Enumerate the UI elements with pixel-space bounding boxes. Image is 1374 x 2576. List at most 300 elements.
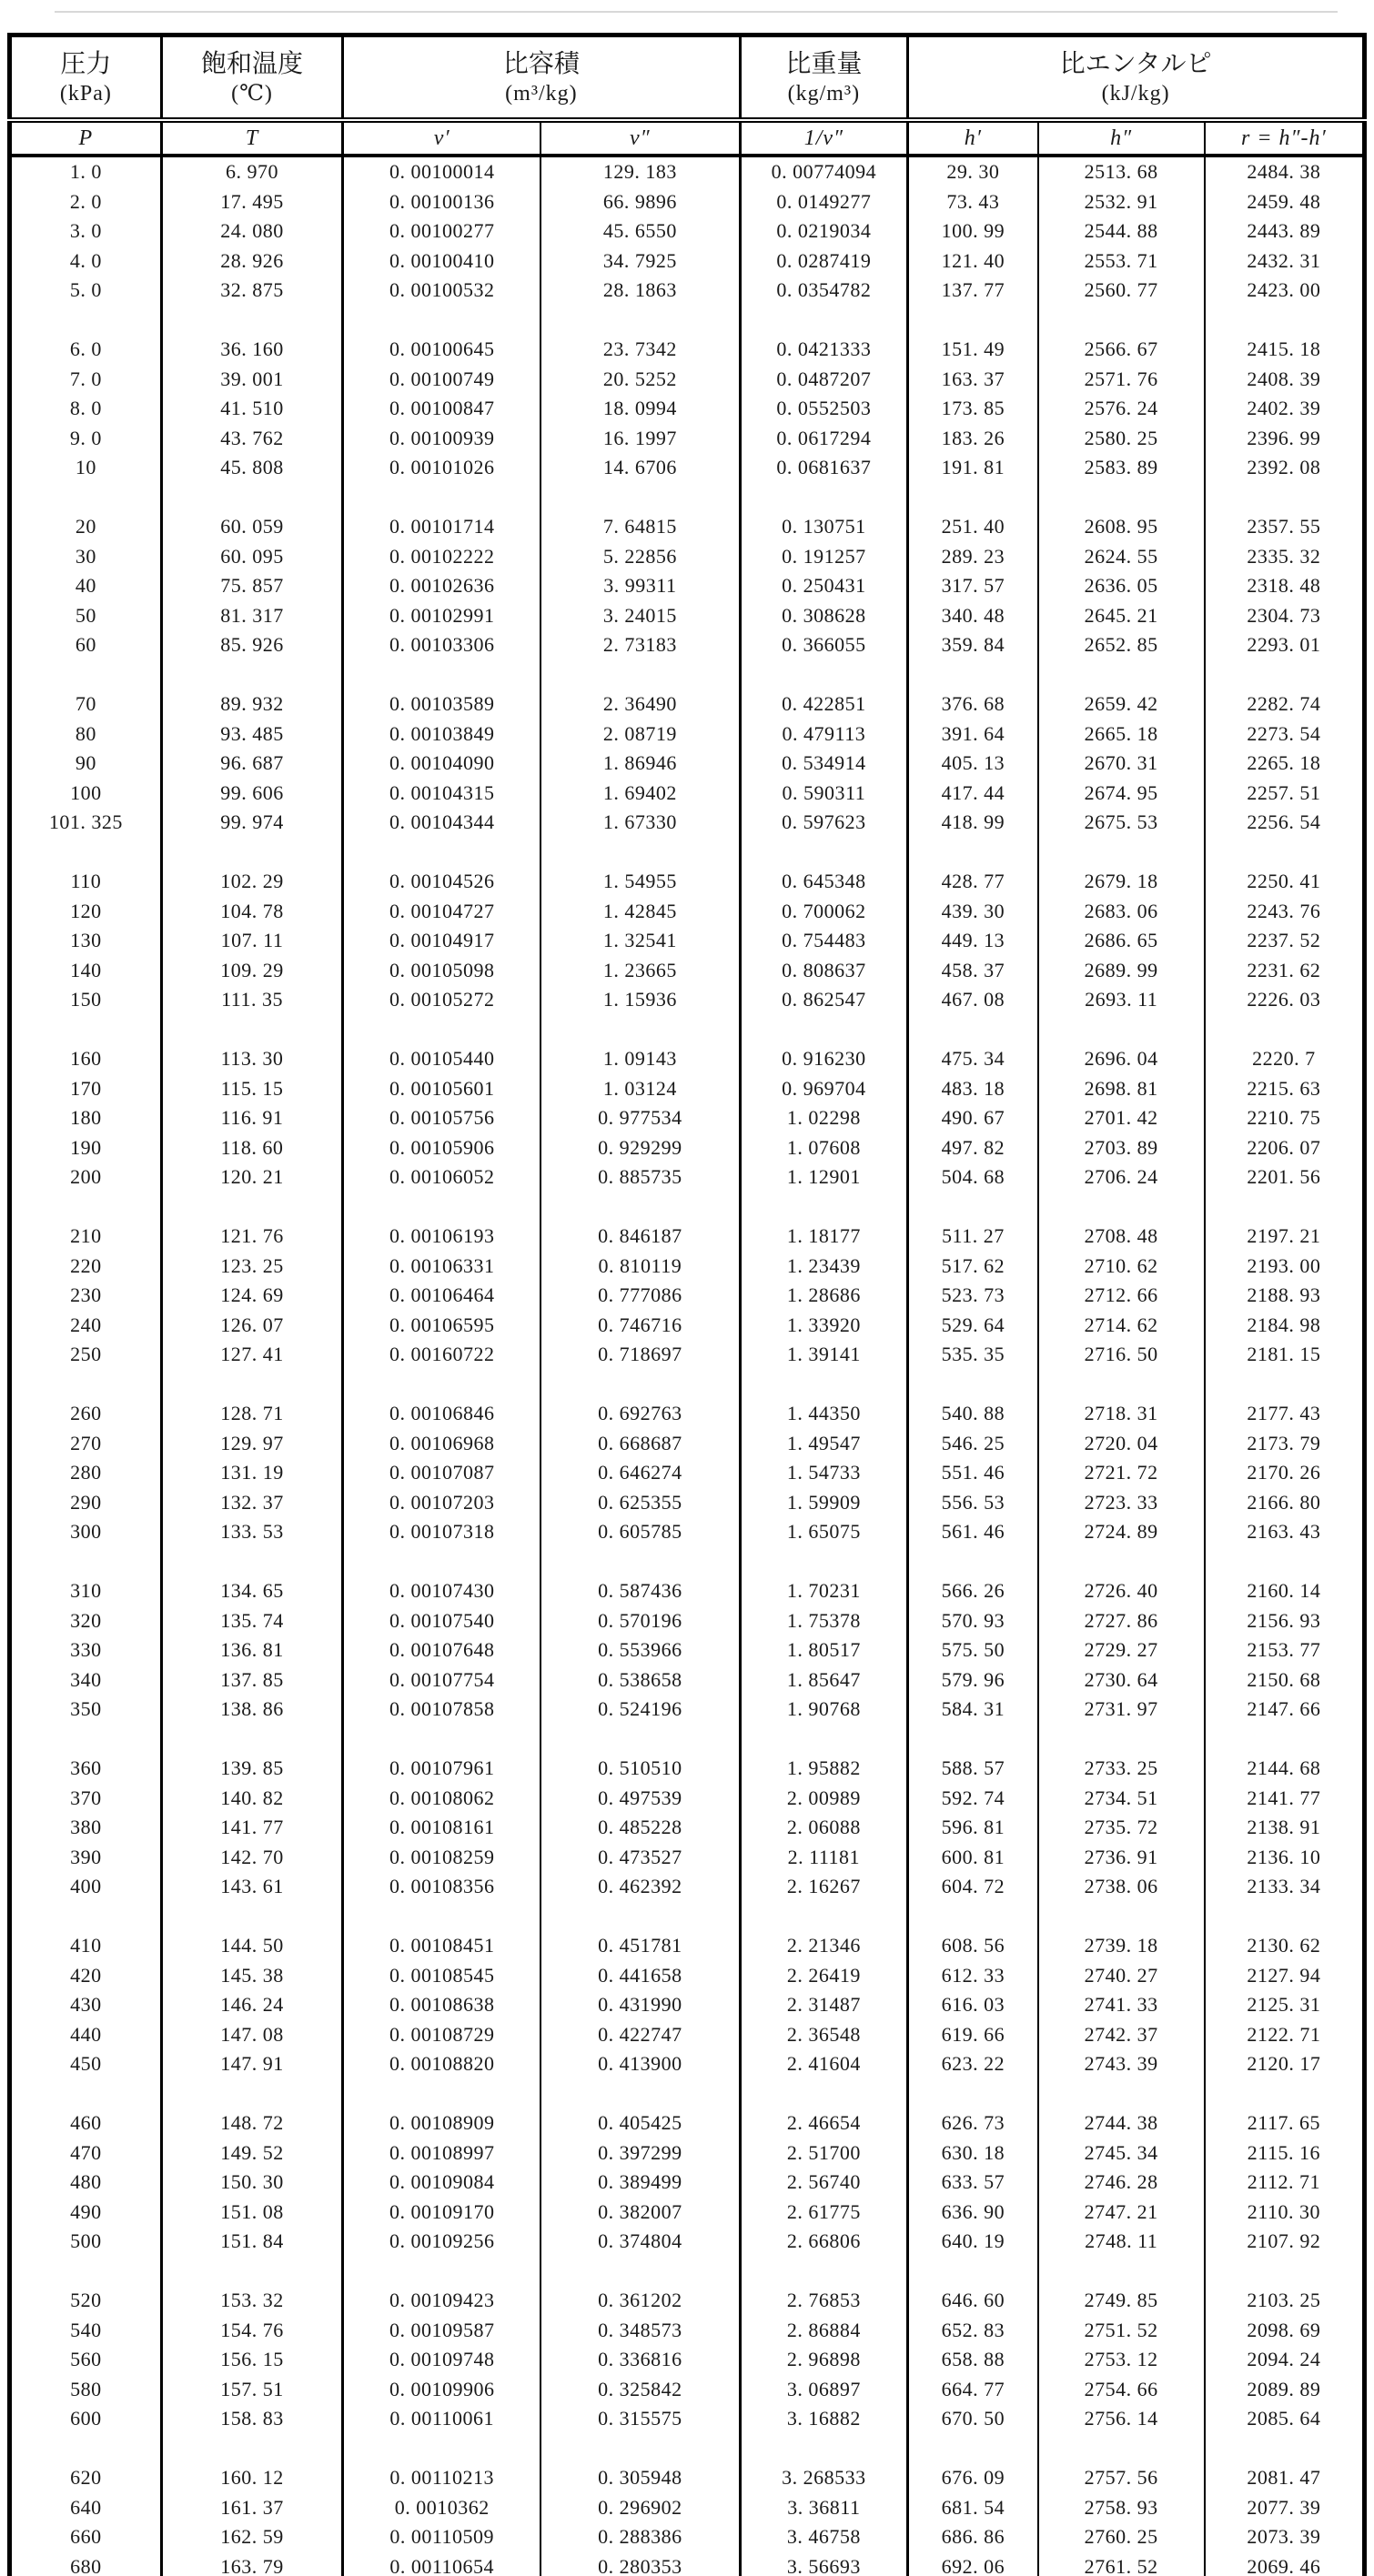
cell: 123. 25 xyxy=(161,1252,343,1282)
cell: 45. 808 xyxy=(161,453,343,483)
header-saturation-temp-title: 飽和温度 xyxy=(201,49,304,78)
cell: 2304. 73 xyxy=(1205,601,1365,631)
cell: 500 xyxy=(70,2229,102,2252)
cell: 686. 86 xyxy=(908,2522,1038,2552)
cell: 0. 382007 xyxy=(541,2198,740,2228)
cell: 2748. 11 xyxy=(1038,2227,1205,2257)
cell: 2. 08719 xyxy=(541,719,740,750)
cell: 2645. 21 xyxy=(1038,601,1205,631)
cell: 2103. 25 xyxy=(1205,2286,1365,2316)
table-row xyxy=(10,1754,1365,1784)
cell: 467. 08 xyxy=(908,985,1038,1015)
cell: 0. 00108451 xyxy=(343,1931,541,1961)
spacer-row xyxy=(10,2434,1365,2464)
cell: 440 xyxy=(70,2022,102,2046)
cell: 29. 30 xyxy=(908,156,1038,187)
cell: 620 xyxy=(70,2466,102,2489)
cell: 124. 69 xyxy=(161,1281,343,1311)
cell: 0. 280353 xyxy=(541,2552,740,2576)
cell: 2081. 47 xyxy=(1205,2463,1365,2493)
cell: 0. 305948 xyxy=(541,2463,740,2493)
cell: 612. 33 xyxy=(908,1961,1038,1991)
cell: 0. 00105756 xyxy=(343,1103,541,1133)
cell: 2608. 95 xyxy=(1038,512,1205,542)
cell: 0. 00100014 xyxy=(343,156,541,187)
cell: 0. 00106464 xyxy=(343,1281,541,1311)
cell: 160 xyxy=(70,1047,102,1070)
cell: 141. 77 xyxy=(161,1813,343,1843)
cell: 0. 288386 xyxy=(541,2522,740,2552)
cell: 0. 315575 xyxy=(541,2404,740,2434)
cell: 350 xyxy=(70,1697,102,1720)
cell: 2459. 48 xyxy=(1205,187,1365,217)
cell: 0. 00100136 xyxy=(343,187,541,217)
cell: 2731. 97 xyxy=(1038,1695,1205,1725)
cell: 1. 80517 xyxy=(740,1635,908,1665)
spacer-cell xyxy=(343,660,541,690)
cell: 2624. 55 xyxy=(1038,542,1205,572)
cell: 120. 21 xyxy=(161,1162,343,1192)
cell: 2721. 72 xyxy=(1038,1458,1205,1488)
cell: 2714. 62 xyxy=(1038,1311,1205,1341)
spacer-cell xyxy=(541,1902,740,1932)
cell: 2683. 06 xyxy=(1038,897,1205,927)
cell: 66. 9896 xyxy=(541,187,740,217)
cell: 180 xyxy=(70,1106,102,1129)
cell: 2729. 27 xyxy=(1038,1635,1205,1665)
cell: 1. 03124 xyxy=(541,1074,740,1104)
header-specific-volume-unit: (m³/kg) xyxy=(505,81,578,106)
cell: 150 xyxy=(70,988,102,1011)
spacer-row xyxy=(10,2079,1365,2109)
cell: 2153. 77 xyxy=(1205,1635,1365,1665)
cell: 2094. 24 xyxy=(1205,2345,1365,2375)
cell: 140. 82 xyxy=(161,1784,343,1814)
cell: 121. 76 xyxy=(161,1222,343,1252)
cell: 1. 18177 xyxy=(740,1222,908,1252)
symbol-T: T xyxy=(161,120,343,156)
spacer-cell xyxy=(1038,660,1205,690)
cell: 0. 00105906 xyxy=(343,1133,541,1163)
cell: 376. 68 xyxy=(908,689,1038,719)
cell: 9. 0 xyxy=(69,426,102,449)
spacer-cell xyxy=(343,1192,541,1223)
cell: 575. 50 xyxy=(908,1635,1038,1665)
cell: 0. 00100645 xyxy=(343,335,541,365)
spacer-cell xyxy=(908,660,1038,690)
cell: 2636. 05 xyxy=(1038,571,1205,601)
cell: 2756. 14 xyxy=(1038,2404,1205,2434)
cell: 2571. 76 xyxy=(1038,365,1205,395)
cell: 2712. 66 xyxy=(1038,1281,1205,1311)
spacer-cell xyxy=(343,2434,541,2464)
cell: 2138. 91 xyxy=(1205,1813,1365,1843)
cell: 2226. 03 xyxy=(1205,985,1365,1015)
cell: 0. 485228 xyxy=(541,1813,740,1843)
cell: 0. 692763 xyxy=(541,1399,740,1429)
cell: 360 xyxy=(70,1756,102,1779)
table-row xyxy=(10,2168,1365,2198)
cell: 4. 0 xyxy=(69,248,102,272)
cell: 0. 00105601 xyxy=(343,1074,541,1104)
cell: 151. 08 xyxy=(161,2198,343,2228)
cell: 580 xyxy=(70,2377,102,2400)
cell: 475. 34 xyxy=(908,1044,1038,1074)
spacer-cell xyxy=(541,483,740,513)
cell: 0. 00108161 xyxy=(343,1813,541,1843)
cell: 0. 00100749 xyxy=(343,365,541,395)
cell: 99. 974 xyxy=(161,808,343,838)
cell: 2188. 93 xyxy=(1205,1281,1365,1311)
cell: 2. 51700 xyxy=(740,2138,908,2168)
header-specific-weight xyxy=(740,35,908,121)
cell: 0. 00100277 xyxy=(343,216,541,247)
spacer-cell xyxy=(908,2257,1038,2287)
saturated-steam-table xyxy=(7,33,1367,2576)
spacer-cell xyxy=(161,1902,343,1932)
cell: 40 xyxy=(75,574,96,597)
cell: 2273. 54 xyxy=(1205,719,1365,750)
cell: 0. 587436 xyxy=(541,1576,740,1606)
table-row xyxy=(10,365,1365,395)
table-row xyxy=(10,2020,1365,2050)
spacer-cell xyxy=(908,838,1038,868)
cell: 2710. 62 xyxy=(1038,1252,1205,1282)
cell: 1. 09143 xyxy=(541,1044,740,1074)
cell: 0. 00109084 xyxy=(343,2168,541,2198)
spacer-cell xyxy=(1205,306,1365,336)
cell: 0. 00107961 xyxy=(343,1754,541,1784)
cell: 2739. 18 xyxy=(1038,1931,1205,1961)
cell: 260 xyxy=(70,1402,102,1424)
spacer-cell xyxy=(1205,2434,1365,2464)
cell: 0. 00101714 xyxy=(343,512,541,542)
cell: 2069. 46 xyxy=(1205,2552,1365,2576)
table-row xyxy=(10,1162,1365,1192)
cell: 2. 21346 xyxy=(740,1931,908,1961)
cell: 1. 32541 xyxy=(541,926,740,956)
cell: 2120. 17 xyxy=(1205,2049,1365,2079)
cell: 10 xyxy=(75,456,96,478)
cell: 0. 862547 xyxy=(740,985,908,1015)
spacer-cell xyxy=(908,1370,1038,1400)
cell: 511. 27 xyxy=(908,1222,1038,1252)
cell: 0. 977534 xyxy=(541,1103,740,1133)
table-row xyxy=(10,156,1365,187)
cell: 0. 00109748 xyxy=(343,2345,541,2375)
cell: 163. 79 xyxy=(161,2552,343,2576)
cell: 3. 0 xyxy=(69,219,102,242)
cell: 0. 0149277 xyxy=(740,187,908,217)
table-row xyxy=(10,1931,1365,1961)
cell: 109. 29 xyxy=(161,956,343,986)
spacer-row xyxy=(10,1902,1365,1932)
cell: 2415. 18 xyxy=(1205,335,1365,365)
cell: 130 xyxy=(70,929,102,951)
cell: 2107. 92 xyxy=(1205,2227,1365,2257)
cell: 320 xyxy=(70,1608,102,1632)
cell: 370 xyxy=(70,1786,102,1809)
cell: 0. 597623 xyxy=(740,808,908,838)
cell: 43. 762 xyxy=(161,424,343,454)
header-group-row xyxy=(10,35,1365,121)
cell: 0. 969704 xyxy=(740,1074,908,1104)
cell: 2698. 81 xyxy=(1038,1074,1205,1104)
cell: 0. 00109423 xyxy=(343,2286,541,2316)
cell: 2. 86884 xyxy=(740,2316,908,2346)
table-row xyxy=(10,1458,1365,1488)
spacer-cell xyxy=(740,838,908,868)
cell: 32. 875 xyxy=(161,276,343,306)
table-row xyxy=(10,247,1365,277)
spacer-cell xyxy=(1038,2079,1205,2109)
cell: 135. 74 xyxy=(161,1606,343,1636)
cell: 2484. 38 xyxy=(1205,156,1365,187)
spacer-cell xyxy=(1205,1547,1365,1577)
header-specific-enthalpy-title: 比エンタルピ xyxy=(1059,49,1212,78)
cell: 151. 49 xyxy=(908,335,1038,365)
cell: 0. 00108062 xyxy=(343,1784,541,1814)
cell: 14. 6706 xyxy=(541,453,740,483)
cell: 0. 422747 xyxy=(541,2020,740,2050)
cell: 2423. 00 xyxy=(1205,276,1365,306)
cell: 1. 54733 xyxy=(740,1458,908,1488)
table-row xyxy=(10,453,1365,483)
cell: 2679. 18 xyxy=(1038,867,1205,897)
table-row xyxy=(10,2522,1365,2552)
cell: 2402. 39 xyxy=(1205,394,1365,424)
cell: 113. 30 xyxy=(161,1044,343,1074)
header-saturation-temp xyxy=(161,35,343,121)
cell: 142. 70 xyxy=(161,1843,343,1873)
cell: 483. 18 xyxy=(908,1074,1038,1104)
spacer-cell xyxy=(1205,838,1365,868)
cell: 1. 86946 xyxy=(541,749,740,779)
cell: 380 xyxy=(70,1816,102,1838)
cell: 99. 606 xyxy=(161,779,343,809)
cell: 0. 00106052 xyxy=(343,1162,541,1192)
cell: 0. 00107858 xyxy=(343,1695,541,1725)
cell: 1. 65075 xyxy=(740,1517,908,1547)
cell: 0. 413900 xyxy=(541,2049,740,2079)
cell: 2150. 68 xyxy=(1205,1665,1365,1696)
cell: 646. 60 xyxy=(908,2286,1038,2316)
table-row xyxy=(10,2404,1365,2434)
spacer-cell xyxy=(10,660,162,690)
cell: 619. 66 xyxy=(908,2020,1038,2050)
cell: 2201. 56 xyxy=(1205,1162,1365,1192)
header-specific-enthalpy-unit: (kJ/kg) xyxy=(1101,81,1170,106)
cell: 681. 54 xyxy=(908,2493,1038,2523)
cell: 592. 74 xyxy=(908,1784,1038,1814)
cell: 36. 160 xyxy=(161,335,343,365)
spacer-cell xyxy=(908,2434,1038,2464)
cell: 579. 96 xyxy=(908,1665,1038,1696)
cell: 540 xyxy=(70,2318,102,2341)
cell: 680 xyxy=(70,2554,102,2576)
cell: 2532. 91 xyxy=(1038,187,1205,217)
cell: 0. 00100847 xyxy=(343,394,541,424)
cell: 104. 78 xyxy=(161,897,343,927)
table-row xyxy=(10,1133,1365,1163)
cell: 126. 07 xyxy=(161,1311,343,1341)
cell: 2760. 25 xyxy=(1038,2522,1205,2552)
cell: 289. 23 xyxy=(908,542,1038,572)
spacer-cell xyxy=(740,1547,908,1577)
spacer-cell xyxy=(541,1015,740,1045)
table-row xyxy=(10,1961,1365,1991)
cell: 2156. 93 xyxy=(1205,1606,1365,1636)
cell: 630. 18 xyxy=(908,2138,1038,2168)
cell: 2237. 52 xyxy=(1205,926,1365,956)
cell: 658. 88 xyxy=(908,2345,1038,2375)
cell: 143. 61 xyxy=(161,1872,343,1902)
cell: 5. 0 xyxy=(69,278,102,301)
spacer-cell xyxy=(740,1192,908,1223)
cell: 2443. 89 xyxy=(1205,216,1365,247)
cell: 2220. 7 xyxy=(1205,1044,1365,1074)
cell: 0. 0487207 xyxy=(740,365,908,395)
cell: 623. 22 xyxy=(908,2049,1038,2079)
cell: 102. 29 xyxy=(161,867,343,897)
cell: 148. 72 xyxy=(161,2108,343,2138)
cell: 551. 46 xyxy=(908,1458,1038,1488)
table-row xyxy=(10,2227,1365,2257)
cell: 2703. 89 xyxy=(1038,1133,1205,1163)
table-row xyxy=(10,571,1365,601)
cell: 121. 40 xyxy=(908,247,1038,277)
cell: 390 xyxy=(70,1845,102,1868)
spacer-cell xyxy=(10,306,162,336)
cell: 0. 0354782 xyxy=(740,276,908,306)
cell: 133. 53 xyxy=(161,1517,343,1547)
cell: 0. 00108997 xyxy=(343,2138,541,2168)
spacer-cell xyxy=(1038,2257,1205,2287)
cell: 2243. 76 xyxy=(1205,897,1365,927)
cell: 2754. 66 xyxy=(1038,2375,1205,2405)
cell: 3. 268533 xyxy=(740,2463,908,2493)
table-row xyxy=(10,1399,1365,1429)
cell: 520 xyxy=(70,2289,102,2311)
cell: 0. 754483 xyxy=(740,926,908,956)
cell: 2. 00989 xyxy=(740,1784,908,1814)
cell: 0. 510510 xyxy=(541,1754,740,1784)
cell: 210 xyxy=(70,1224,102,1247)
cell: 0. 00100410 xyxy=(343,247,541,277)
cell: 290 xyxy=(70,1490,102,1514)
spacer-cell xyxy=(161,2257,343,2287)
cell: 2. 36548 xyxy=(740,2020,908,2050)
cell: 230 xyxy=(70,1283,102,1306)
spacer-cell xyxy=(1038,1902,1205,1932)
spacer-row xyxy=(10,2257,1365,2287)
cell: 470 xyxy=(70,2140,102,2164)
spacer-cell xyxy=(10,1902,162,1932)
cell: 1. 0 xyxy=(69,160,102,183)
table-row xyxy=(10,719,1365,750)
cell: 0. 431990 xyxy=(541,1990,740,2020)
cell: 2659. 42 xyxy=(1038,689,1205,719)
cell: 300 xyxy=(70,1520,102,1543)
cell: 2708. 48 xyxy=(1038,1222,1205,1252)
cell: 616. 03 xyxy=(908,1990,1038,2020)
cell: 0. 0010362 xyxy=(343,2493,541,2523)
cell: 0. 00104090 xyxy=(343,749,541,779)
cell: 0. 00108820 xyxy=(343,2049,541,2079)
cell: 157. 51 xyxy=(161,2375,343,2405)
spacer-cell xyxy=(10,1192,162,1223)
cell: 2130. 62 xyxy=(1205,1931,1365,1961)
cell: 449. 13 xyxy=(908,926,1038,956)
cell: 93. 485 xyxy=(161,719,343,750)
cell: 0. 625355 xyxy=(541,1488,740,1518)
cell: 1. 54955 xyxy=(541,867,740,897)
cell: 136. 81 xyxy=(161,1635,343,1665)
cell: 163. 37 xyxy=(908,365,1038,395)
cell: 2749. 85 xyxy=(1038,2286,1205,2316)
cell: 2744. 38 xyxy=(1038,2108,1205,2138)
cell: 127. 41 xyxy=(161,1340,343,1370)
cell: 2576. 24 xyxy=(1038,394,1205,424)
cell: 28. 1863 xyxy=(541,276,740,306)
spacer-cell xyxy=(541,1192,740,1223)
cell: 2693. 11 xyxy=(1038,985,1205,1015)
cell: 2743. 39 xyxy=(1038,2049,1205,2079)
cell: 100. 99 xyxy=(908,216,1038,247)
cell: 561. 46 xyxy=(908,1517,1038,1547)
spacer-cell xyxy=(541,1370,740,1400)
table-row xyxy=(10,1635,1365,1665)
cell: 0. 00109587 xyxy=(343,2316,541,2346)
cell: 118. 60 xyxy=(161,1133,343,1163)
cell: 28. 926 xyxy=(161,247,343,277)
cell: 6. 970 xyxy=(161,156,343,187)
cell: 2738. 06 xyxy=(1038,1872,1205,1902)
cell: 7. 64815 xyxy=(541,512,740,542)
cell: 2. 31487 xyxy=(740,1990,908,2020)
spacer-cell xyxy=(161,660,343,690)
spacer-cell xyxy=(10,838,162,868)
cell: 2730. 64 xyxy=(1038,1665,1205,1696)
cell: 2513. 68 xyxy=(1038,156,1205,187)
cell: 183. 26 xyxy=(908,424,1038,454)
cell: 1. 75378 xyxy=(740,1606,908,1636)
cell: 137. 85 xyxy=(161,1665,343,1696)
cell: 2761. 52 xyxy=(1038,2552,1205,2576)
table-row xyxy=(10,926,1365,956)
cell: 1. 90768 xyxy=(740,1695,908,1725)
header-pressure-title: 圧力 xyxy=(60,49,112,78)
spacer-cell xyxy=(1205,2257,1365,2287)
cell: 0. 00108729 xyxy=(343,2020,541,2050)
spacer-cell xyxy=(1205,1370,1365,1400)
cell: 2396. 99 xyxy=(1205,424,1365,454)
spacer-cell xyxy=(541,306,740,336)
cell: 692. 06 xyxy=(908,2552,1038,2576)
cell: 2160. 14 xyxy=(1205,1576,1365,1606)
spacer-cell xyxy=(908,1192,1038,1223)
cell: 0. 00108909 xyxy=(343,2108,541,2138)
cell: 3. 06897 xyxy=(740,2375,908,2405)
cell: 154. 76 xyxy=(161,2316,343,2346)
cell: 0. 308628 xyxy=(740,601,908,631)
cell: 158. 83 xyxy=(161,2404,343,2434)
cell: 608. 56 xyxy=(908,1931,1038,1961)
cell: 85. 926 xyxy=(161,630,343,660)
cell: 2125. 31 xyxy=(1205,1990,1365,2020)
table-body xyxy=(10,156,1365,2576)
cell: 0. 405425 xyxy=(541,2108,740,2138)
